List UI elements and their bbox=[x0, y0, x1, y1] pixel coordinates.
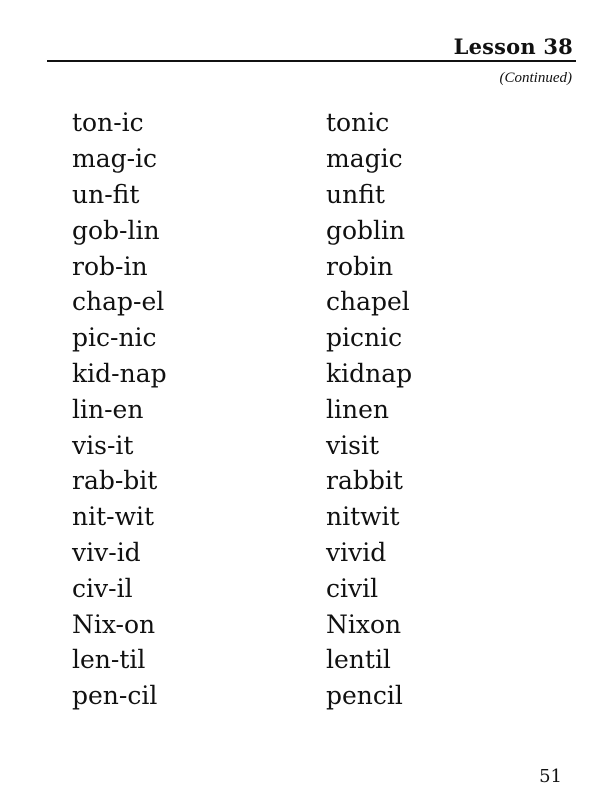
whole-word: nitwit bbox=[326, 502, 400, 532]
word-row bbox=[72, 535, 492, 571]
word-row bbox=[72, 284, 492, 320]
whole-word: rabbit bbox=[326, 466, 403, 496]
whole-word: lentil bbox=[326, 645, 391, 675]
word-row bbox=[72, 248, 492, 284]
word-row bbox=[72, 642, 492, 678]
syllable-split-word: nit-wit bbox=[72, 502, 155, 532]
word-row bbox=[72, 570, 492, 606]
syllable-split-word: pic-nic bbox=[72, 323, 157, 353]
word-row bbox=[72, 391, 492, 427]
syllable-split-word: viv-id bbox=[72, 537, 141, 567]
syllable-split-word: rob-in bbox=[72, 251, 148, 281]
word-row bbox=[72, 177, 492, 213]
syllable-split-word: len-til bbox=[72, 645, 146, 675]
lesson-title: Lesson 38 bbox=[453, 34, 573, 59]
whole-word: picnic bbox=[326, 323, 403, 353]
whole-word: kidnap bbox=[326, 358, 413, 388]
syllable-split-word: mag-ic bbox=[72, 144, 158, 174]
word-row bbox=[72, 463, 492, 499]
word-row bbox=[72, 499, 492, 535]
whole-word: unfit bbox=[326, 179, 385, 209]
syllable-split-word: lin-en bbox=[72, 394, 144, 424]
continued-label: (Continued) bbox=[499, 70, 572, 86]
whole-word: tonic bbox=[326, 108, 390, 138]
syllable-split-word: chap-el bbox=[72, 287, 165, 317]
word-row bbox=[72, 320, 492, 356]
whole-word: magic bbox=[326, 144, 403, 174]
word-row bbox=[72, 141, 492, 177]
whole-word: civil bbox=[326, 573, 379, 603]
whole-word: linen bbox=[326, 394, 389, 424]
word-list bbox=[72, 105, 492, 714]
word-row bbox=[72, 356, 492, 392]
whole-word: robin bbox=[326, 251, 394, 281]
syllable-split-word: gob-lin bbox=[72, 215, 160, 245]
header-rule bbox=[47, 60, 576, 62]
syllable-split-word: Nix-on bbox=[72, 609, 156, 639]
word-row bbox=[72, 606, 492, 642]
whole-word: pencil bbox=[326, 681, 403, 711]
whole-word: chapel bbox=[326, 287, 410, 317]
word-row bbox=[72, 678, 492, 714]
word-row bbox=[72, 427, 492, 463]
syllable-split-word: civ-il bbox=[72, 573, 133, 603]
syllable-split-word: ton-ic bbox=[72, 108, 144, 138]
syllable-split-word: un-fit bbox=[72, 179, 140, 209]
syllable-split-word: rab-bit bbox=[72, 466, 158, 496]
whole-word: visit bbox=[326, 430, 379, 460]
whole-word: Nixon bbox=[326, 609, 402, 639]
page-number: 51 bbox=[539, 766, 562, 787]
word-row bbox=[72, 105, 492, 141]
word-row bbox=[72, 212, 492, 248]
syllable-split-word: vis-it bbox=[72, 430, 134, 460]
syllable-split-word: pen-cil bbox=[72, 681, 158, 711]
syllable-split-word: kid-nap bbox=[72, 358, 167, 388]
whole-word: goblin bbox=[326, 215, 406, 245]
whole-word: vivid bbox=[326, 537, 387, 567]
